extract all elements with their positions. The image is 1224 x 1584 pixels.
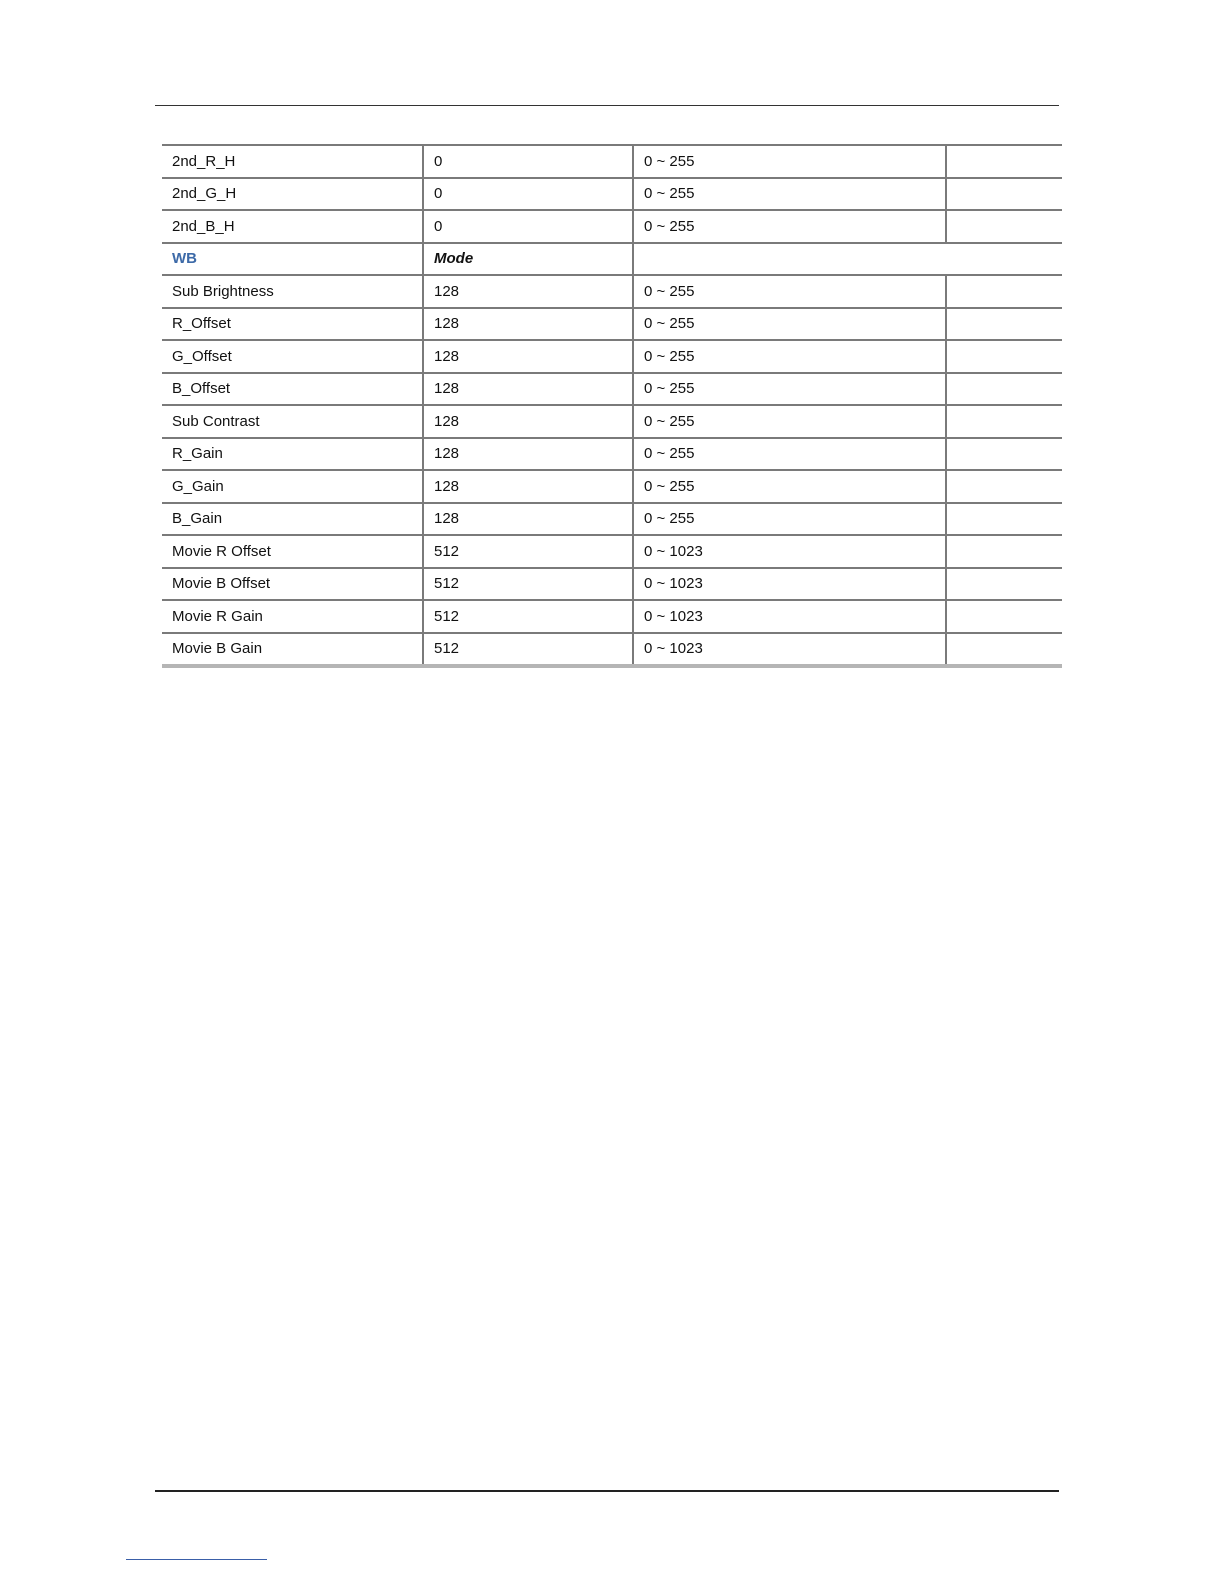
param-name: G_Offset <box>162 340 423 373</box>
parameter-table <box>162 144 1062 668</box>
table-row <box>162 503 1062 536</box>
header-rule <box>155 105 1059 106</box>
param-extra <box>946 308 1062 341</box>
param-default: 512 <box>423 633 633 667</box>
param-name: Sub Contrast <box>162 405 423 438</box>
table-row <box>162 600 1062 633</box>
param-name: B_Offset <box>162 373 423 406</box>
param-default: 512 <box>423 600 633 633</box>
param-range: 0 ~ 255 <box>633 145 946 178</box>
table-row <box>162 470 1062 503</box>
section-mode-label: Mode <box>423 243 633 276</box>
section-title: WB <box>162 243 423 276</box>
param-range: 0 ~ 255 <box>633 308 946 341</box>
table-row <box>162 438 1062 471</box>
param-extra <box>946 145 1062 178</box>
param-default: 512 <box>423 568 633 601</box>
param-default: 0 <box>423 145 633 178</box>
param-extra <box>946 340 1062 373</box>
param-default: 128 <box>423 373 633 406</box>
table-row <box>162 633 1062 667</box>
param-range: 0 ~ 1023 <box>633 535 946 568</box>
param-default: 128 <box>423 340 633 373</box>
footer-link-underline <box>126 1559 267 1560</box>
param-name: Movie B Gain <box>162 633 423 667</box>
section-header-row <box>162 243 1062 276</box>
param-default: 512 <box>423 535 633 568</box>
param-name: 2nd_R_H <box>162 145 423 178</box>
param-range: 0 ~ 255 <box>633 373 946 406</box>
table-row <box>162 210 1062 243</box>
param-default: 128 <box>423 470 633 503</box>
param-range: 0 ~ 255 <box>633 210 946 243</box>
param-range: 0 ~ 255 <box>633 470 946 503</box>
param-name: B_Gain <box>162 503 423 536</box>
param-range: 0 ~ 1023 <box>633 600 946 633</box>
param-extra <box>946 600 1062 633</box>
param-name: Movie R Offset <box>162 535 423 568</box>
param-extra <box>946 405 1062 438</box>
param-extra <box>946 470 1062 503</box>
param-name: Sub Brightness <box>162 275 423 308</box>
param-range: 0 ~ 255 <box>633 405 946 438</box>
param-range: 0 ~ 1023 <box>633 633 946 667</box>
param-default: 128 <box>423 275 633 308</box>
param-name: Movie B Offset <box>162 568 423 601</box>
param-default: 0 <box>423 210 633 243</box>
table-row <box>162 178 1062 211</box>
param-name: 2nd_G_H <box>162 178 423 211</box>
table-row <box>162 568 1062 601</box>
param-extra <box>946 568 1062 601</box>
param-default: 128 <box>423 308 633 341</box>
table-row <box>162 340 1062 373</box>
param-extra <box>946 373 1062 406</box>
table-row <box>162 405 1062 438</box>
param-extra <box>946 210 1062 243</box>
param-default: 128 <box>423 438 633 471</box>
footer-rule <box>155 1490 1059 1492</box>
param-name: Movie R Gain <box>162 600 423 633</box>
param-name: 2nd_B_H <box>162 210 423 243</box>
param-default: 128 <box>423 405 633 438</box>
table-row <box>162 145 1062 178</box>
param-range: 0 ~ 1023 <box>633 568 946 601</box>
param-range: 0 ~ 255 <box>633 178 946 211</box>
param-extra <box>946 275 1062 308</box>
param-range: 0 ~ 255 <box>633 438 946 471</box>
table-row <box>162 275 1062 308</box>
param-name: R_Gain <box>162 438 423 471</box>
param-default: 0 <box>423 178 633 211</box>
table-row <box>162 535 1062 568</box>
param-name: G_Gain <box>162 470 423 503</box>
table-row <box>162 308 1062 341</box>
param-name: R_Offset <box>162 308 423 341</box>
param-extra <box>946 438 1062 471</box>
param-extra <box>946 503 1062 536</box>
param-default: 128 <box>423 503 633 536</box>
param-range: 0 ~ 255 <box>633 275 946 308</box>
param-range: 0 ~ 255 <box>633 503 946 536</box>
param-extra <box>946 535 1062 568</box>
table-row <box>162 373 1062 406</box>
param-extra <box>946 178 1062 211</box>
param-extra <box>946 633 1062 667</box>
section-blank-cell <box>633 243 1062 276</box>
param-range: 0 ~ 255 <box>633 340 946 373</box>
